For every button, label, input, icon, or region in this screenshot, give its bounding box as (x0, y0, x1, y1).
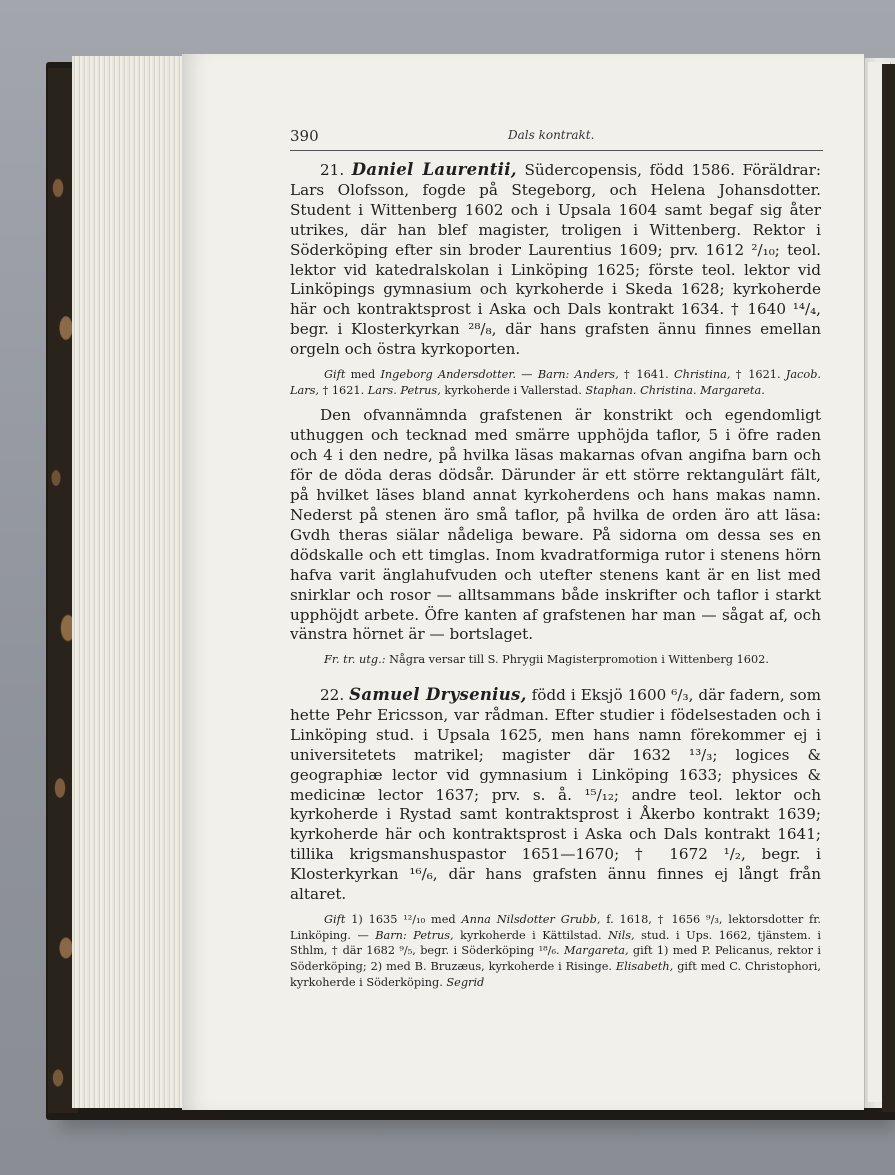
family-child: Segrid (446, 975, 485, 989)
family-child: Christina, (674, 368, 731, 382)
family-label: Gift (324, 913, 346, 927)
family-text: † 1621. (730, 368, 786, 382)
family-text: kyrkoherde i Vallerstad. (440, 383, 586, 397)
entry-22-family (290, 912, 821, 991)
page-stack-edge (72, 56, 185, 1108)
family-children-label: Barn: Petrus, (375, 928, 454, 942)
family-text: † 1641. (618, 368, 674, 382)
family-child: Nils, (608, 928, 635, 942)
entry-21-source (290, 652, 821, 668)
source-text: Några versar till S. Phrygii Magisterpromotion i Wittenberg 1602. (385, 653, 769, 667)
page-number: 390 (290, 127, 319, 145)
family-text: gift med C. Christophori, kyrkoherde i Söderköping. (290, 960, 821, 989)
family-child: Lars. Petrus, (367, 383, 441, 397)
family-text: † 1621. (319, 383, 368, 397)
header-rule (290, 150, 823, 151)
running-title: Dals kontrakt. (508, 128, 595, 142)
family-spouse: Anna Nilsdotter Grubb, (461, 913, 601, 927)
family-label: Gift (324, 368, 346, 382)
page-text (290, 160, 821, 991)
source-label: Fr. tr. utg.: (324, 653, 386, 667)
family-child: Elisabeth, (615, 960, 674, 974)
family-text: f. 1618, † 1656 ⁹/₃, lektorsdotter fr. Linköping. — (290, 913, 821, 942)
entry-21 (290, 160, 821, 360)
family-text: kyrkoherde i Kättilstad. (453, 928, 609, 942)
facing-cover (882, 64, 895, 1112)
family-text: stud. i Ups. 1662, tjänstem. i Sthlm, † där 1682 ⁹/₅, begr. i Söderköping ¹⁸/₆. (290, 928, 822, 958)
entry-22 (290, 685, 821, 905)
entry-21-name: Daniel Laurentii, (351, 160, 517, 179)
family-text: 1) 1635 ¹²/₁₀ med (345, 913, 462, 927)
entry-21-body: Südercopensis, född 1586. Föräldrar: Lars Olofsson, fogde på Stegeborg, och Helena Johansdotter. Student i Wittenberg 1602 och i Upsala 1604 samt begaf sig åter utrikes, där han blef magister, troligen i Wittenberg. Rektor i Söderköping efter sin broder Laurentius 1609; prv. 1612 ²/₁₀; teol. lektor vid katedralskolan i Linköping 1625; förste teol. lektor vid Linköpings gymnasium och kyrkoherde i Skeda 1628; kyrkoherde här och kontraktsprost i Aska och Dals kontrakt 1634. † 1640 ¹⁴/₄, begr. i Klosterkyrkan ²⁸/₈, där hans grafsten ännu finnes emellan orgeln och östra kyrkoporten. (290, 161, 821, 359)
entry-21-gravestone: Den ofvannämnda grafstenen är konstrikt och egendomligt uthuggen och tecknad med smärre upphöjda taflor, 5 i öfre raden och 4 i den nedre, på hvilka läsas makarnas ofvan angifna barn och för de döda deras dödsår. Därunder är ett större rektangulärt fält, på hvilket läses bland annat kyrkoherdens och hans makas namn. Nederst på stenen äro små taflor, på hvilka de orden äro att läsa: Gvdh theras siälar nådeliga beware. På sidorna om dessa ses en dödskalle och ett timglas. Inom kvadratformiga rutor i stenens hörn hafva varit änglahufvuden och utefter stenens kant är en list med snirklar och rosor — alltsammans både inskrifter och taflor i starkt upphöjdt arbete. Öfre kanten af grafstenen har man — sågat af, och vänstra hörnet är — bortslaget. (290, 406, 821, 644)
entry-22-body: född i Eksjö 1600 ⁶/₃, där fadern, som hette Pehr Ericsson, var rådman. Efter studier i födelsestaden och i Linköping stud. i Upsala 1625, men hans namn förekommer ej i universitetets matrikel; magister där 1632 ¹³/₃; logices & geographiæ lector vid gymnasium i Linköping 1633; physices & medicinæ lector 1637; prv. s. å. ¹⁵/₁₂; andre teol. lektor och kyrkoherde i Rystad samt kontraktsprost i Åkerbo kontrakt 1639; kyrkoherde här och kontraktsprost i Aska och Dals kontrakt 1641; tillika krigsmanshuspastor 1651—1670; † 1672 ¹/₂, begr. i Klosterkyrkan ¹⁶/₆, där hans grafsten ännu finnes ej långt från altaret. (290, 686, 822, 904)
entry-21-family (290, 367, 821, 398)
entry-22-number: 22. (320, 686, 345, 705)
entry-22-name: Samuel Drysenius, (349, 685, 527, 705)
family-text: med (345, 368, 381, 382)
family-child: Staphan. Christina. Margareta. (585, 383, 765, 397)
family-text: gift 1) med P. Pelicanus, rektor i Söderköping; 2) med B. Bruzæus, kyrkoherde i Risinge. (290, 944, 822, 974)
entry-21-number: 21. (320, 161, 345, 179)
family-child: Margareta, (563, 944, 629, 958)
family-child: Jacob. Lars, (290, 368, 822, 397)
family-spouse: Ingeborg Andersdotter. — Barn: Anders, (380, 368, 619, 382)
